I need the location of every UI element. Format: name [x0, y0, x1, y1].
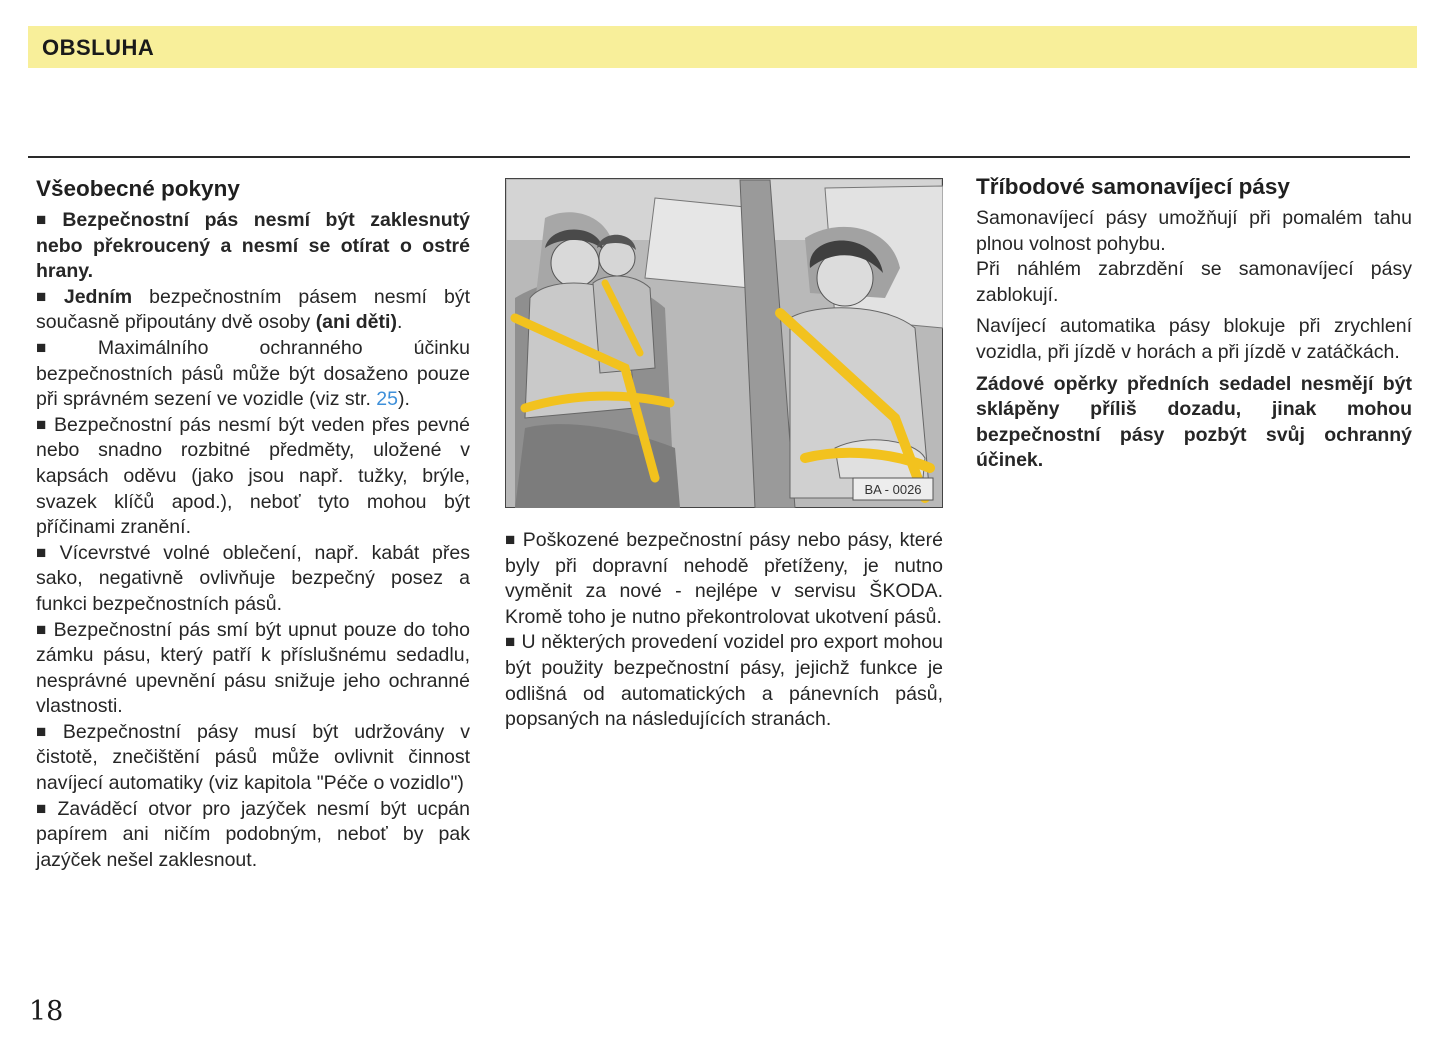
paragraph: Samonavíjecí pásy umožňují při pomalém tahu plnou volnost pohybu.	[976, 207, 1412, 255]
paragraph: ■ Jedním bezpečnostním pásem nesmí být současně připoutány dvě osoby (ani děti).	[36, 285, 470, 334]
bullet-icon: ■	[36, 798, 52, 818]
horizontal-rule	[28, 156, 1410, 158]
paragraph: ■ Bezpečnostní pás nesmí být zaklesnutý nebo překroucený a nesmí se otírat o ostré hrany.	[36, 209, 470, 283]
paragraph: ■ Zaváděcí otvor pro jazýček nesmí být ucpán papírem ani ničím podobným, neboť by pak jazýček nešel zaklesnout.	[36, 797, 470, 871]
paragraph: ■ Poškozené bezpečnostní pásy nebo pásy, které byly při dopravní nehodě přetíženy, je nutno vyměnit za nové - nejlépe v servisu ŠKODA. Kromě toho je nutno překontrolovat ukotvení pásů.	[505, 529, 943, 628]
paragraph: Navíjecí automatika pásy blokuje při zrychlení vozidla, při jízdě v horách a při jízdě v zatáčkách.	[976, 315, 1412, 363]
left-column	[36, 174, 470, 873]
heading-three-point-belts: Tříbodové samonavíjecí pásy	[976, 174, 1290, 199]
seatbelt-illustration	[505, 178, 943, 508]
bullet-icon: ■	[36, 286, 58, 306]
paragraph: Při náhlém zabrzdění se samonavíjecí pásy zablokují.	[976, 258, 1412, 306]
paragraph: ■ Maximálního ochranného účinku bezpečnostních pásů může být dosaženo pouze při správném sezení ve vozidle (viz str. 25).	[36, 336, 470, 411]
paragraph: ■ Bezpečnostní pásy musí být udržovány v čistotě, znečištění pásů může ovlivnit činnost navíjecí automatiky (viz kapitola "Péče o vozidlo")	[36, 720, 470, 795]
bullet-icon: ■	[505, 530, 517, 549]
middle-column	[505, 528, 943, 733]
bullet-icon: ■	[36, 542, 54, 562]
paragraph: ■ Bezpečnostní pás nesmí být veden přes pevné nebo snadno rozbitné předměty, uložené v kapsách oděvu (jako jsou např. tužky, brýle, svazek klíčů apod.), neboť tyto mohou být příčinami zranění.	[36, 413, 470, 539]
paragraph-warning: Zádové opěrky předních sedadel nesmějí být sklápěny příliš dozadu, jinak mohou bezpečnostní pásy pozbýt svůj ochranný účinek.	[976, 372, 1412, 472]
figure-label: BA - 0026	[864, 482, 922, 497]
bullet-icon: ■	[36, 337, 92, 357]
section-title: OBSLUHA	[42, 35, 155, 60]
paragraph: ■ Vícevrstvé volné oblečení, např. kabát přes sako, negativně ovlivňuje bezpečný posez a funkci bezpečnostních pásů.	[36, 541, 470, 615]
section-header-band	[28, 26, 1417, 68]
heading-general-instructions: Všeobecné pokyny	[36, 176, 240, 201]
bullet-icon: ■	[36, 210, 57, 229]
bullet-icon: ■	[505, 632, 516, 652]
page-link-25[interactable]: 25	[376, 388, 398, 411]
right-column	[976, 172, 1412, 474]
bullet-icon: ■	[36, 619, 48, 639]
bullet-icon: ■	[36, 721, 57, 741]
paragraph: ■ Bezpečnostní pás smí být upnut pouze do toho zámku pásu, který patří k příslušnému sedadlu, nesprávné upevnění pásu snižuje jeho ochranné vlastnosti.	[36, 618, 470, 718]
paragraph: ■ U některých provedení vozidel pro export mohou být použity bezpečnostní pásy, jejichž funkce je odlišná od automatických a pánevních pásů, popsaných na následujících stranách.	[505, 631, 943, 731]
bullet-icon: ■	[36, 414, 49, 434]
page-number: 18	[29, 996, 64, 1027]
